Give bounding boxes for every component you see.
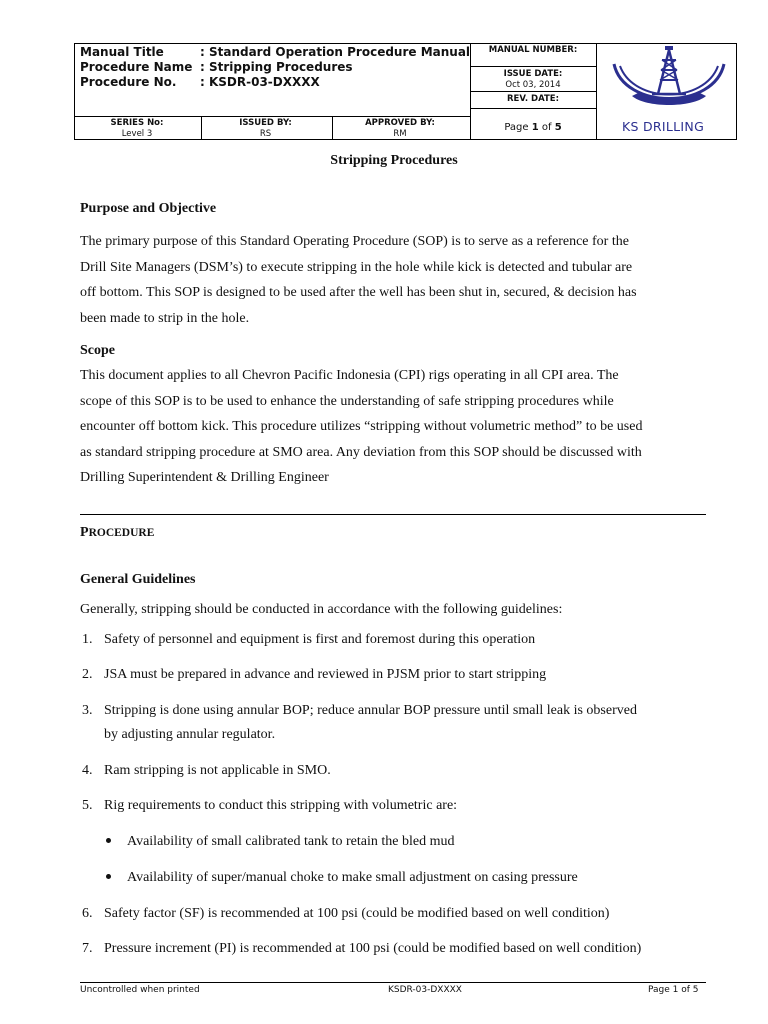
- scope-heading: Scope: [80, 343, 115, 358]
- procedure-no-label: Procedure No.: [80, 75, 177, 89]
- bullet-icon: [106, 838, 111, 843]
- series-no-value: Level 3: [121, 129, 153, 139]
- bullet-icon: [106, 874, 111, 879]
- scope-line-3: encounter off bottom kick. This procedure utilizes “stripping without volumetric method” to be used: [80, 419, 643, 434]
- footer-divider: [80, 982, 706, 983]
- manual-title-value: : Standard Operation Procedure Manual: [200, 45, 471, 59]
- bullet-item: Availability of small calibrated tank to retain the bled mud: [127, 834, 455, 849]
- purpose-line-1: The primary purpose of this Standard Operating Procedure (SOP) is to serve as a reference for the: [80, 234, 629, 249]
- list-item-number: 4.: [82, 763, 93, 778]
- procedure-name-label: Procedure Name: [80, 60, 193, 74]
- series-no-label: SERIES No:: [110, 118, 164, 128]
- list-item: Pressure increment (PI) is recommended at 100 psi (could be modified based on well condition): [104, 941, 642, 956]
- scope-line-5: Drilling Superintendent & Drilling Engineer: [80, 470, 329, 485]
- list-item: Rig requirements to conduct this stripping with volumetric are:: [104, 798, 458, 813]
- scope-line-2: scope of this SOP is to be used to enhance the understanding of safe stripping procedures while: [80, 393, 614, 409]
- manual-title-label: Manual Title: [80, 45, 164, 59]
- list-item-number: 3.: [82, 703, 93, 718]
- approved-by-label: APPROVED BY:: [365, 118, 435, 128]
- list-item: Ram stripping is not applicable in SMO.: [104, 763, 331, 778]
- procedure-no-value: : KSDR-03-DXXXX: [200, 75, 320, 89]
- list-item: JSA must be prepared in advance and reviewed in PJSM prior to start stripping: [104, 667, 547, 682]
- scope-line-1: This document applies to all Chevron Pacific Indonesia (CPI) rigs operating in all CPI area. The: [80, 368, 619, 383]
- rev-date-label: REV. DATE:: [506, 94, 559, 104]
- approved-by-value: RM: [393, 129, 407, 139]
- document-title: Stripping Procedures: [330, 153, 458, 168]
- list-item: Safety factor (SF) is recommended at 100 psi (could be modified based on well condition): [104, 906, 610, 921]
- issue-date-value: Oct 03, 2014: [505, 80, 561, 90]
- guidelines-intro: Generally, stripping should be conducted in accordance with the following guidelines:: [80, 602, 563, 617]
- list-item: Stripping is done using annular BOP; reduce annular BOP pressure until small leak is observed: [104, 703, 637, 718]
- company-name-logo-text: KS DRILLING: [622, 119, 705, 134]
- issue-date-label: ISSUE DATE:: [503, 69, 563, 79]
- list-item-number: 5.: [82, 798, 93, 813]
- list-item-number: 1.: [82, 632, 93, 647]
- list-item-number: 6.: [82, 906, 93, 921]
- drilling-rig-logo-icon: [606, 46, 732, 120]
- list-item: Safety of personnel and equipment is first and foremost during this operation: [104, 632, 536, 647]
- scope-line-4: as standard stripping procedure at SMO area. Any deviation from this SOP should be discussed with: [80, 444, 642, 460]
- list-item-number: 7.: [82, 941, 93, 956]
- footer-document-number: KSDR-03-DXXXX: [388, 985, 462, 995]
- bullet-item: Availability of super/manual choke to make small adjustment on casing pressure: [127, 870, 578, 885]
- purpose-line-3: off bottom. This SOP is designed to be used after the well has been shut in, secured, & decision has: [80, 285, 637, 300]
- footer-uncontrolled-note: Uncontrolled when printed: [80, 985, 200, 995]
- issued-by-label: ISSUED BY:: [239, 118, 292, 128]
- footer-page-number: Page 1 of 5: [648, 985, 699, 995]
- list-item-continuation: by adjusting annular regulator.: [104, 727, 276, 742]
- list-item-number: 2.: [82, 667, 93, 682]
- purpose-line-4: been made to strip in the hole.: [80, 310, 250, 326]
- manual-number-label: MANUAL NUMBER:: [488, 45, 578, 55]
- guidelines-heading: General Guidelines: [80, 572, 196, 587]
- page-indicator: Page 1 of 5: [504, 122, 562, 133]
- procedure-name-value: : Stripping Procedures: [200, 60, 353, 74]
- section-divider: [80, 514, 706, 515]
- procedure-heading: PROCEDURE: [80, 525, 155, 540]
- purpose-heading: Purpose and Objective: [80, 201, 217, 216]
- issued-by-value: RS: [259, 129, 272, 139]
- purpose-line-2: Drill Site Managers (DSM’s) to execute stripping in the hole while kick is detected and tubular are: [80, 259, 633, 275]
